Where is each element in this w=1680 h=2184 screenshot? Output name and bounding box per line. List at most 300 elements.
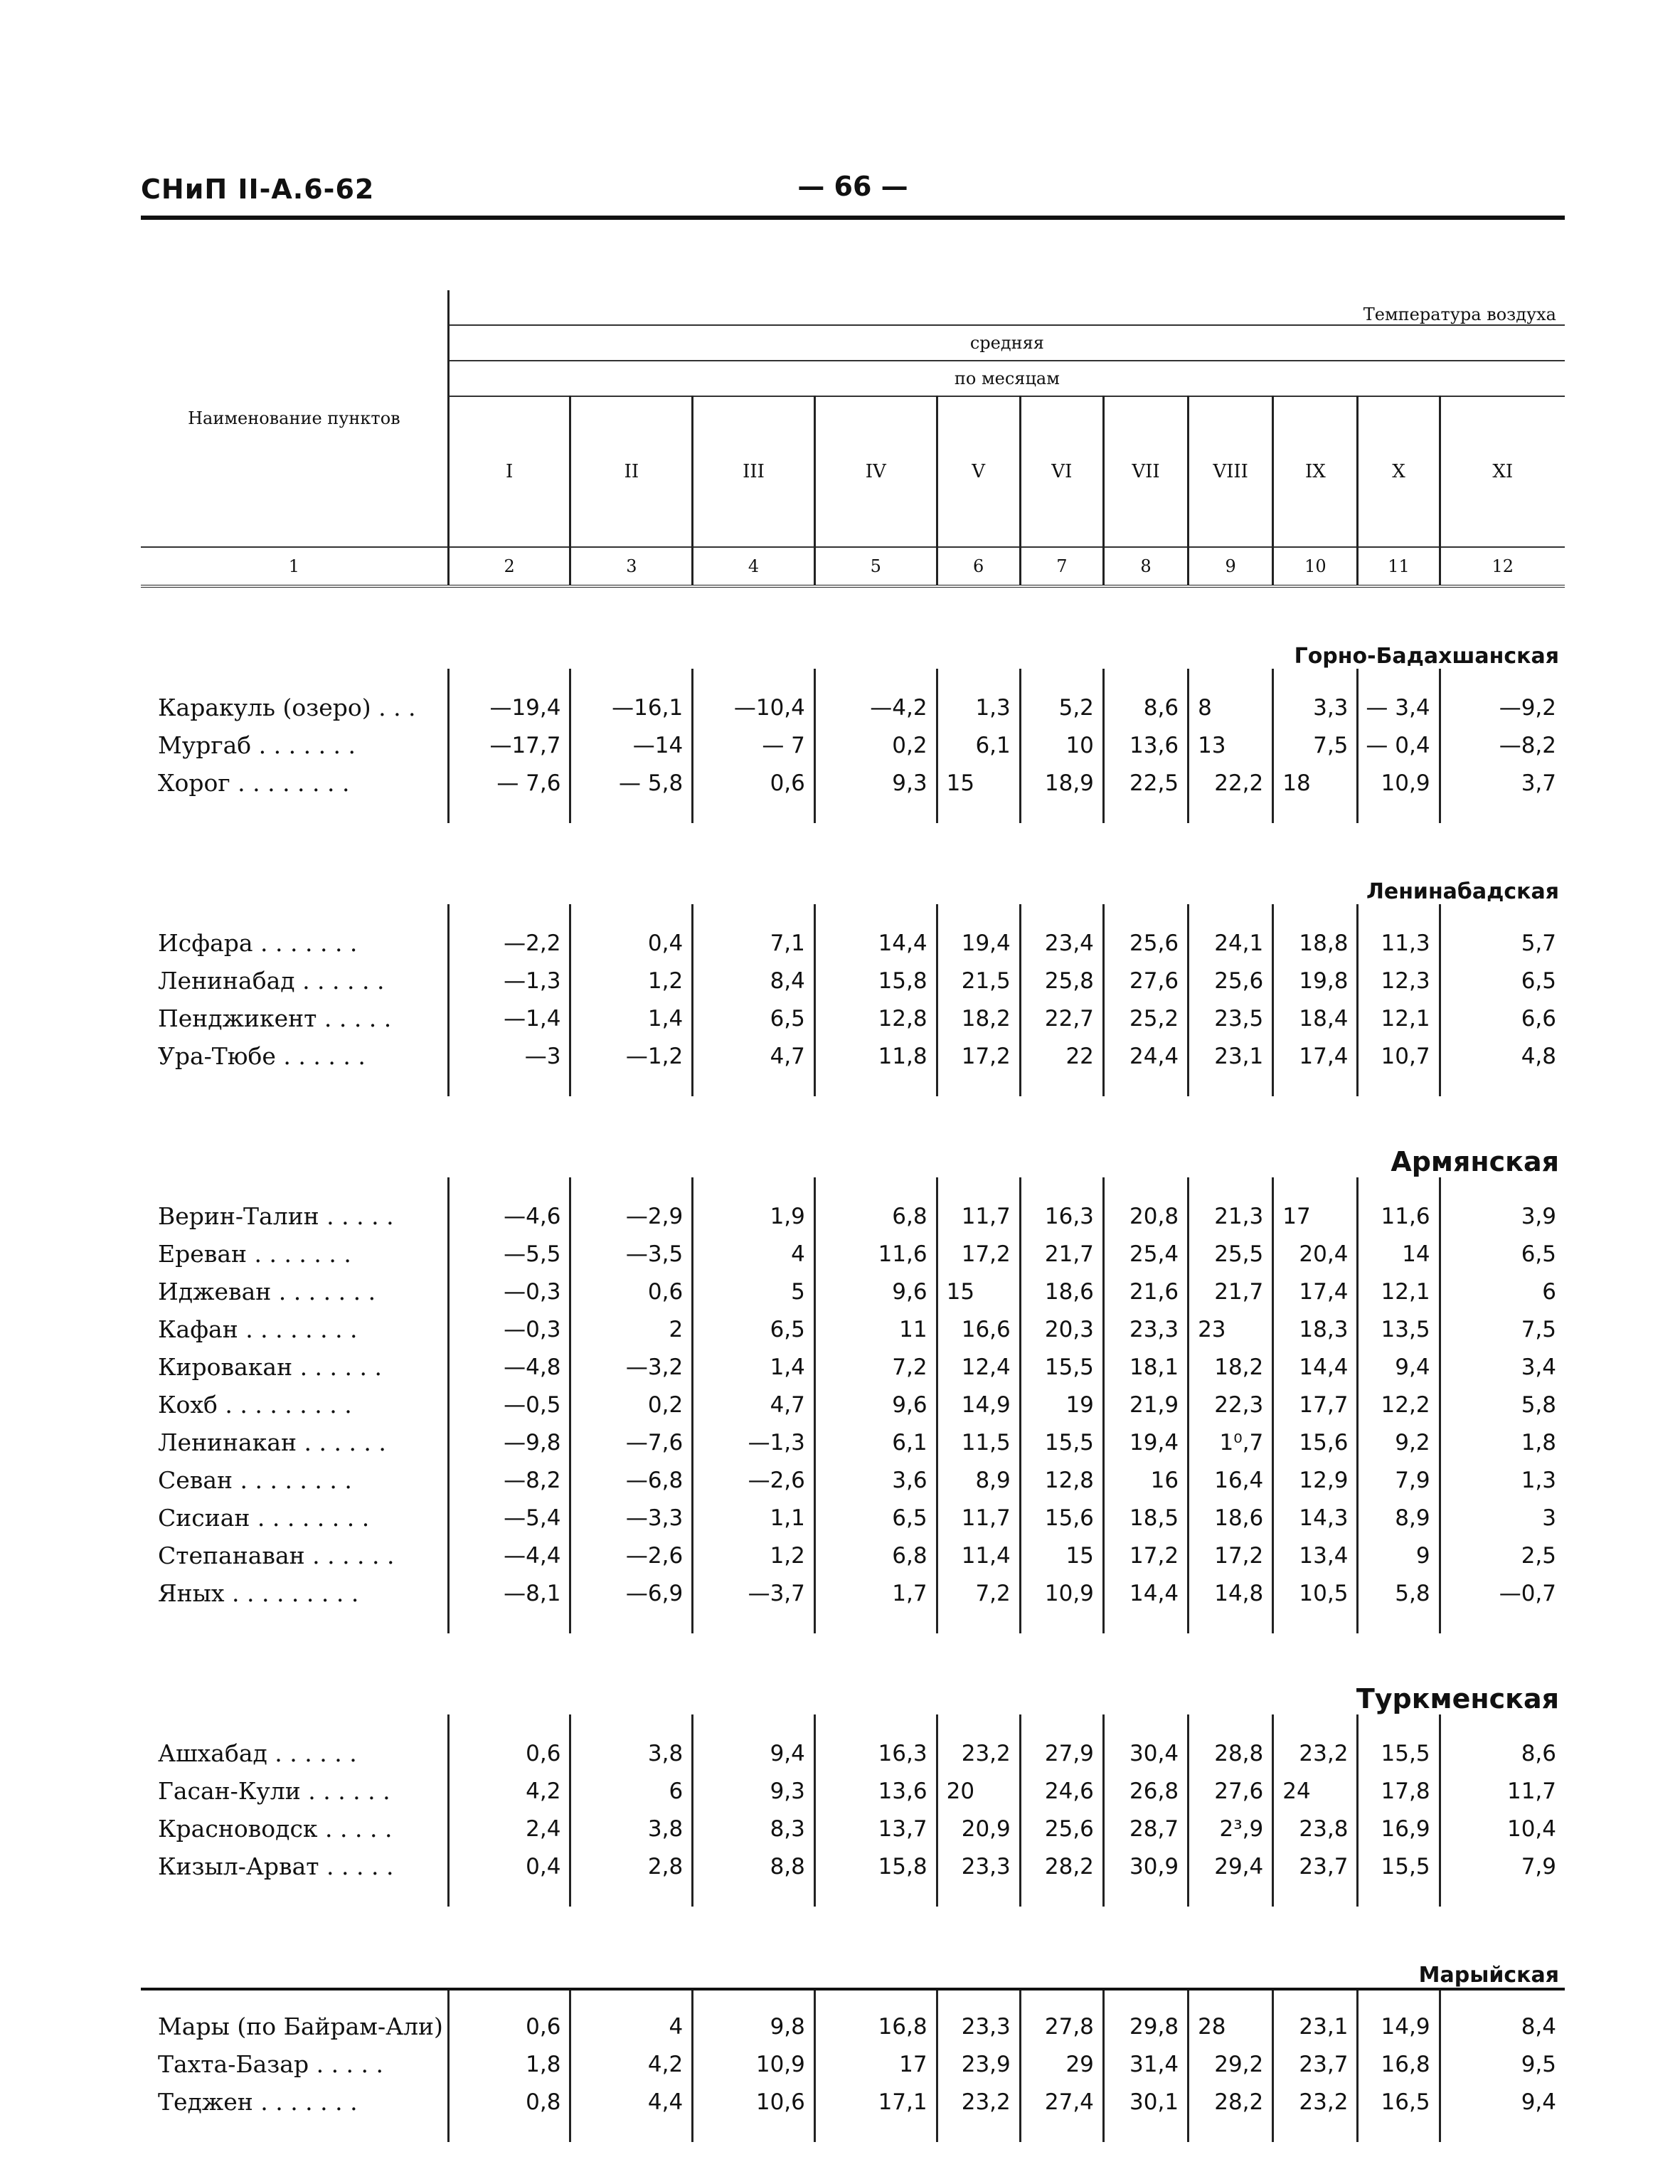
spacer-cell	[937, 669, 1020, 689]
temperature-cell: 15	[937, 764, 1020, 802]
temperature-cell: 9,4	[1358, 1348, 1440, 1386]
spacer-cell	[814, 904, 937, 924]
temperature-cell: 8,9	[1358, 1499, 1440, 1537]
temperature-cell: 11	[814, 1310, 937, 1348]
temperature-cell: —14	[570, 726, 693, 764]
temperature-cell: 1,4	[693, 1348, 815, 1386]
temperature-cell: 23,3	[1103, 1310, 1188, 1348]
temperature-cell: 6,5	[1440, 1235, 1565, 1273]
temperature-cell: 29	[1020, 2045, 1103, 2083]
temperature-cell: —0,3	[448, 1310, 570, 1348]
spacer-cell	[1103, 904, 1188, 924]
column-number: 8	[1103, 547, 1188, 586]
temperature-cell: 7,1	[693, 924, 815, 962]
temperature-cell: 19	[1020, 1386, 1103, 1424]
temperature-cell: 7,2	[937, 1574, 1020, 1612]
spacer-cell	[570, 2121, 693, 2142]
temperature-cell: 1,2	[693, 1537, 815, 1574]
temperature-cell: 17,2	[937, 1235, 1020, 1273]
temperature-cell: 16,9	[1358, 1810, 1440, 1848]
spacer-cell	[448, 1988, 570, 2008]
temperature-cell: 12,8	[814, 1000, 937, 1037]
temperature-cell: 17,7	[1273, 1386, 1358, 1424]
temperature-cell: 17,2	[1189, 1537, 1273, 1574]
city-name: Иджеван . . . . . . .	[158, 1278, 376, 1305]
city-name: Мургаб . . . . . . .	[158, 731, 356, 759]
spacer-cell	[814, 669, 937, 689]
spacer-row	[141, 1075, 1565, 1096]
spacer-cell	[448, 669, 570, 689]
temperature-cell: —9,8	[448, 1424, 570, 1461]
temperature-cell: —3,2	[570, 1348, 693, 1386]
temperature-cell: 9,8	[693, 2008, 815, 2045]
spacer-cell	[1273, 1612, 1358, 1633]
temperature-cell: 23,7	[1273, 1848, 1358, 1885]
temperature-cell: —0,7	[1440, 1574, 1565, 1612]
spacer-cell	[141, 2121, 448, 2142]
city-name: Красноводск . . . . .	[158, 1815, 393, 1843]
temperature-cell: 22,2	[1189, 764, 1273, 802]
temperature-cell: 12,2	[1358, 1386, 1440, 1424]
spacer-cell	[570, 1612, 693, 1633]
spacer-row	[141, 1885, 1565, 1907]
spacer-cell	[570, 802, 693, 823]
column-header-name: Наименование пунктов	[141, 290, 448, 547]
table-body	[141, 586, 1565, 2142]
spacer-cell	[814, 1612, 937, 1633]
spacer-cell	[1020, 802, 1103, 823]
city-name: Кизыл-Арват . . . . .	[158, 1852, 394, 1880]
temperature-cell: —6,8	[570, 1461, 693, 1499]
spacer-cell	[693, 2121, 815, 2142]
temperature-cell: 11,8	[814, 1037, 937, 1075]
temperature-cell: 12,3	[1358, 962, 1440, 1000]
spacer-cell	[1440, 904, 1565, 924]
spacer-cell	[814, 1075, 937, 1096]
city-name: Ереван . . . . . . .	[158, 1240, 351, 1268]
temperature-cell: 1,8	[1440, 1424, 1565, 1461]
spacer-cell	[1273, 1885, 1358, 1907]
temperature-cell: 18,9	[1020, 764, 1103, 802]
temperature-cell: 6,1	[814, 1424, 937, 1461]
header-rule	[141, 216, 1565, 220]
spacer-cell	[1358, 1612, 1440, 1633]
table-row	[141, 689, 1565, 726]
temperature-cell: 23,3	[937, 2008, 1020, 2045]
temperature-cell: 14,4	[1273, 1348, 1358, 1386]
temperature-cell: 0,6	[448, 1734, 570, 1772]
city-name: Ленинакан . . . . . .	[158, 1428, 386, 1456]
temperature-cell: 0,8	[448, 2083, 570, 2121]
temperature-cell: 24,6	[1020, 1772, 1103, 1810]
temperature-cell: 22,5	[1103, 764, 1188, 802]
region-name: Горно-Бадахшанская	[1294, 644, 1559, 669]
month-header: II	[570, 396, 693, 547]
spacer-cell	[693, 802, 815, 823]
temperature-cell: 18	[1273, 764, 1358, 802]
spacer-cell	[1358, 1075, 1440, 1096]
spacer-cell	[937, 904, 1020, 924]
temperature-cell: 10,6	[693, 2083, 815, 2121]
table-row	[141, 1574, 1565, 1612]
temperature-cell: 7,5	[1273, 726, 1358, 764]
temperature-cell: 25,6	[1020, 1810, 1103, 1848]
temperature-cell: 18,2	[1189, 1348, 1273, 1386]
temperature-cell: 22	[1020, 1037, 1103, 1075]
temperature-cell: — 5,8	[570, 764, 693, 802]
spacer-row	[141, 1714, 1565, 1734]
temperature-cell: 8,6	[1103, 689, 1188, 726]
temperature-cell: 13,7	[814, 1810, 937, 1848]
temperature-cell: —2,2	[448, 924, 570, 962]
spacer-cell	[693, 1075, 815, 1096]
temperature-cell: 18,5	[1103, 1499, 1188, 1537]
temperature-cell: —0,5	[448, 1386, 570, 1424]
city-name: Гасан-Кули . . . . . .	[158, 1777, 390, 1805]
temperature-cell: — 0,4	[1358, 726, 1440, 764]
temperature-cell: —2,6	[570, 1537, 693, 1574]
temperature-cell: 20	[937, 1772, 1020, 1810]
temperature-cell: 16,3	[1020, 1197, 1103, 1235]
temperature-cell: 14,3	[1273, 1499, 1358, 1537]
temperature-cell: 23,1	[1273, 2008, 1358, 2045]
temperature-cell: 7,2	[814, 1348, 937, 1386]
spacer-cell	[1358, 669, 1440, 689]
table-row	[141, 1461, 1565, 1499]
spacer-cell	[1273, 904, 1358, 924]
temperature-cell: 3,4	[1440, 1348, 1565, 1386]
temperature-cell: 3,7	[1440, 764, 1565, 802]
table-row	[141, 924, 1565, 962]
spacer-cell	[814, 1988, 937, 2008]
spacer-cell	[693, 1988, 815, 2008]
spacer-row	[141, 1988, 1565, 2008]
spacer-cell	[1358, 1714, 1440, 1734]
temperature-cell: 25,6	[1103, 924, 1188, 962]
temperature-cell: 15,5	[1358, 1734, 1440, 1772]
table-row	[141, 1734, 1565, 1772]
spacer-cell	[1103, 1988, 1188, 2008]
temperature-cell: —10,4	[693, 689, 815, 726]
spacer-cell	[1189, 1988, 1273, 2008]
table-row	[141, 1037, 1565, 1075]
document-code: СНиП II-А.6-62	[141, 174, 375, 205]
spacer-cell	[141, 669, 448, 689]
spacer-cell	[1440, 1885, 1565, 1907]
city-name: Степанаван . . . . . .	[158, 1542, 395, 1569]
temperature-cell: 28,2	[1020, 1848, 1103, 1885]
sub-sub-header: по месяцам	[448, 361, 1565, 396]
table-row	[141, 2083, 1565, 2121]
temperature-cell: 1,3	[937, 689, 1020, 726]
temperature-cell: —1,3	[448, 962, 570, 1000]
temperature-cell: 3,6	[814, 1461, 937, 1499]
temperature-cell: 7,9	[1440, 1848, 1565, 1885]
temperature-cell: 22,3	[1189, 1386, 1273, 1424]
spacer-cell	[141, 1177, 448, 1197]
temperature-cell: 2³,9	[1189, 1810, 1273, 1848]
spacer-cell	[693, 1714, 815, 1734]
temperature-cell: —4,4	[448, 1537, 570, 1574]
temperature-cell: 5,8	[1358, 1574, 1440, 1612]
spacer-cell	[1273, 2121, 1358, 2142]
temperature-cell: 2,5	[1440, 1537, 1565, 1574]
spacer-cell	[1020, 1075, 1103, 1096]
temperature-cell: 11,4	[937, 1537, 1020, 1574]
temperature-cell: 13,6	[1103, 726, 1188, 764]
month-header: VI	[1020, 396, 1103, 547]
temperature-cell: 13	[1189, 726, 1273, 764]
temperature-cell: 18,6	[1020, 1273, 1103, 1310]
temperature-cell: 9,6	[814, 1273, 937, 1310]
temperature-cell: 13,4	[1273, 1537, 1358, 1574]
temperature-cell: 23,2	[1273, 2083, 1358, 2121]
temperature-cell: —4,2	[814, 689, 937, 726]
temperature-cell: 8,3	[693, 1810, 815, 1848]
month-header: IV	[814, 396, 937, 547]
temperature-cell: 4,7	[693, 1037, 815, 1075]
spacer-cell	[448, 2121, 570, 2142]
spacer-cell	[141, 1988, 448, 2008]
temperature-cell: 23,8	[1273, 1810, 1358, 1848]
spacer-cell	[814, 1885, 937, 1907]
spacer-cell	[814, 1177, 937, 1197]
temperature-cell: 8	[1189, 689, 1273, 726]
spacer-cell	[570, 1885, 693, 1907]
column-number: 4	[693, 547, 815, 586]
spacer-cell	[1189, 1612, 1273, 1633]
table-row	[141, 1772, 1565, 1810]
temperature-cell: 15,8	[814, 962, 937, 1000]
spacer-cell	[1103, 669, 1188, 689]
table-row	[141, 1537, 1565, 1574]
temperature-cell: 21,7	[1020, 1235, 1103, 1273]
city-name: Сисиан . . . . . . . .	[158, 1504, 370, 1532]
temperature-cell: 13,6	[814, 1772, 937, 1810]
temperature-cell: 23,9	[937, 2045, 1020, 2083]
header-row-column-numbers	[141, 547, 1565, 586]
temperature-cell: —5,4	[448, 1499, 570, 1537]
spacer-cell	[1103, 1714, 1188, 1734]
spacer-cell	[1273, 669, 1358, 689]
temperature-cell: 20,4	[1273, 1235, 1358, 1273]
spacer-cell	[141, 904, 448, 924]
spacer-cell	[1020, 1988, 1103, 2008]
temperature-cell: 18,8	[1273, 924, 1358, 962]
month-header: III	[693, 396, 815, 547]
temperature-cell: 16,6	[937, 1310, 1020, 1348]
temperature-cell: 9,2	[1358, 1424, 1440, 1461]
temperature-cell: 2,8	[570, 1848, 693, 1885]
temperature-cell: 1,7	[814, 1574, 937, 1612]
temperature-cell: 9,6	[814, 1386, 937, 1424]
spacer-row	[141, 2121, 1565, 2142]
temperature-cell: 12,1	[1358, 1273, 1440, 1310]
spacer-cell	[937, 1714, 1020, 1734]
spacer-cell	[937, 802, 1020, 823]
temperature-cell: 8,4	[1440, 2008, 1565, 2045]
spacer-cell	[448, 1177, 570, 1197]
spacer-cell	[1440, 1075, 1565, 1096]
temperature-cell: —3,3	[570, 1499, 693, 1537]
city-name: Яных . . . . . . . . .	[158, 1579, 359, 1607]
temperature-cell: 24,4	[1103, 1037, 1188, 1075]
temperature-cell: 11,7	[1440, 1772, 1565, 1810]
temperature-cell: —9,2	[1440, 689, 1565, 726]
spacer-cell	[1358, 802, 1440, 823]
temperature-cell: 17,1	[814, 2083, 937, 2121]
temperature-cell: 4,2	[570, 2045, 693, 2083]
month-header: I	[448, 396, 570, 547]
temperature-cell: 27,4	[1020, 2083, 1103, 2121]
temperature-cell: —4,6	[448, 1197, 570, 1235]
region-name: Марыйская	[1418, 1963, 1559, 1988]
temperature-cell: 12,1	[1358, 1000, 1440, 1037]
temperature-cell: 6	[570, 1772, 693, 1810]
temperature-cell: —0,3	[448, 1273, 570, 1310]
group-header: Температура воздуха	[448, 290, 1565, 325]
spacer-cell	[1189, 1075, 1273, 1096]
temperature-cell: — 3,4	[1358, 689, 1440, 726]
temperature-cell: 25,4	[1103, 1235, 1188, 1273]
temperature-cell: 3	[1440, 1499, 1565, 1537]
temperature-cell: 23,2	[937, 2083, 1020, 2121]
temperature-cell: 0,4	[448, 1848, 570, 1885]
spacer-cell	[814, 802, 937, 823]
temperature-cell: 11,7	[937, 1197, 1020, 1235]
spacer-cell	[937, 1075, 1020, 1096]
temperature-cell: 28	[1189, 2008, 1273, 2045]
month-header: VIII	[1189, 396, 1273, 547]
temperature-cell: 23,4	[1020, 924, 1103, 962]
temperature-cell: 18,3	[1273, 1310, 1358, 1348]
month-header: V	[937, 396, 1020, 547]
temperature-cell: 20,3	[1020, 1310, 1103, 1348]
spacer-cell	[693, 669, 815, 689]
temperature-cell: 1,2	[570, 962, 693, 1000]
spacer-cell	[448, 1075, 570, 1096]
temperature-cell: —4,8	[448, 1348, 570, 1386]
table-row	[141, 1424, 1565, 1461]
spacer-cell	[1273, 1714, 1358, 1734]
temperature-cell: 9,5	[1440, 2045, 1565, 2083]
temperature-cell: —6,9	[570, 1574, 693, 1612]
temperature-cell: 14,9	[1358, 2008, 1440, 2045]
temperature-cell: 30,1	[1103, 2083, 1188, 2121]
column-number: 12	[1440, 547, 1565, 586]
temperature-cell: —3,5	[570, 1235, 693, 1273]
temperature-cell: —1,2	[570, 1037, 693, 1075]
city-name: Верин-Талин . . . . .	[158, 1202, 394, 1230]
temperature-cell: 12,8	[1020, 1461, 1103, 1499]
temperature-cell: 16,3	[814, 1734, 937, 1772]
temperature-cell: 16	[1103, 1461, 1188, 1499]
temperature-cell: 11,6	[1358, 1197, 1440, 1235]
temperature-cell: 18,4	[1273, 1000, 1358, 1037]
temperature-cell: 0,2	[570, 1386, 693, 1424]
table-row	[141, 1499, 1565, 1537]
spacer-cell	[570, 1714, 693, 1734]
temperature-cell: 6,5	[1440, 962, 1565, 1000]
temperature-cell: —7,6	[570, 1424, 693, 1461]
city-name: Тахта-Базар . . . . .	[158, 2050, 383, 2078]
region-row	[141, 1096, 1565, 1177]
table-row	[141, 726, 1565, 764]
spacer-cell	[1440, 1988, 1565, 2008]
spacer-row	[141, 1612, 1565, 1633]
temperature-cell: 12,9	[1273, 1461, 1358, 1499]
temperature-cell: 21,9	[1103, 1386, 1188, 1424]
spacer-cell	[693, 1885, 815, 1907]
column-number: 2	[448, 547, 570, 586]
temperature-cell: 23,7	[1273, 2045, 1358, 2083]
spacer-cell	[1189, 669, 1273, 689]
table-row	[141, 1348, 1565, 1386]
temperature-cell: 29,4	[1189, 1848, 1273, 1885]
temperature-cell: 16,4	[1189, 1461, 1273, 1499]
temperature-cell: 1⁰,7	[1189, 1424, 1273, 1461]
spacer-cell	[141, 1612, 448, 1633]
spacer-cell	[1103, 802, 1188, 823]
city-name: Хорог . . . . . . . .	[158, 769, 350, 797]
spacer-cell	[937, 2121, 1020, 2142]
temperature-cell: —16,1	[570, 689, 693, 726]
spacer-cell	[1440, 669, 1565, 689]
spacer-cell	[1020, 669, 1103, 689]
spacer-cell	[814, 1714, 937, 1734]
temperature-cell: 23	[1189, 1310, 1273, 1348]
temperature-cell: 19,4	[937, 924, 1020, 962]
spacer-cell	[937, 1612, 1020, 1633]
temperature-cell: 7,9	[1358, 1461, 1440, 1499]
temperature-cell: 4,8	[1440, 1037, 1565, 1075]
temperature-cell: 4	[693, 1235, 815, 1273]
spacer-cell	[1189, 802, 1273, 823]
temperature-cell: —8,2	[1440, 726, 1565, 764]
spacer-cell	[570, 669, 693, 689]
temperature-cell: 5,2	[1020, 689, 1103, 726]
spacer-cell	[1358, 1885, 1440, 1907]
temperature-cell: 25,6	[1189, 962, 1273, 1000]
temperature-cell: 9,4	[1440, 2083, 1565, 2121]
temperature-cell: 8,9	[937, 1461, 1020, 1499]
temperature-cell: 14,4	[1103, 1574, 1188, 1612]
spacer-cell	[1358, 1988, 1440, 2008]
temperature-cell: —1,4	[448, 1000, 570, 1037]
spacer-cell	[1440, 1714, 1565, 1734]
temperature-cell: 20,9	[937, 1810, 1020, 1848]
spacer-cell	[570, 1988, 693, 2008]
temperature-cell: —3	[448, 1037, 570, 1075]
spacer-cell	[1020, 1612, 1103, 1633]
temperature-cell: 14,9	[937, 1386, 1020, 1424]
temperature-cell: 6,5	[693, 1000, 815, 1037]
spacer-cell	[1273, 1177, 1358, 1197]
temperature-cell: 6,5	[693, 1310, 815, 1348]
temperature-cell: 20,8	[1103, 1197, 1188, 1235]
temperature-cell: 25,2	[1103, 1000, 1188, 1037]
spacer-cell	[570, 1177, 693, 1197]
column-number: 7	[1020, 547, 1103, 586]
spacer-cell	[693, 904, 815, 924]
temperature-cell: 16,5	[1358, 2083, 1440, 2121]
table-row	[141, 2045, 1565, 2083]
temperature-cell: 0,6	[448, 2008, 570, 2045]
temperature-cell: 15,6	[1273, 1424, 1358, 1461]
spacer-cell	[141, 1885, 448, 1907]
temperature-cell: 2	[570, 1310, 693, 1348]
temperature-cell: 15	[1020, 1537, 1103, 1574]
